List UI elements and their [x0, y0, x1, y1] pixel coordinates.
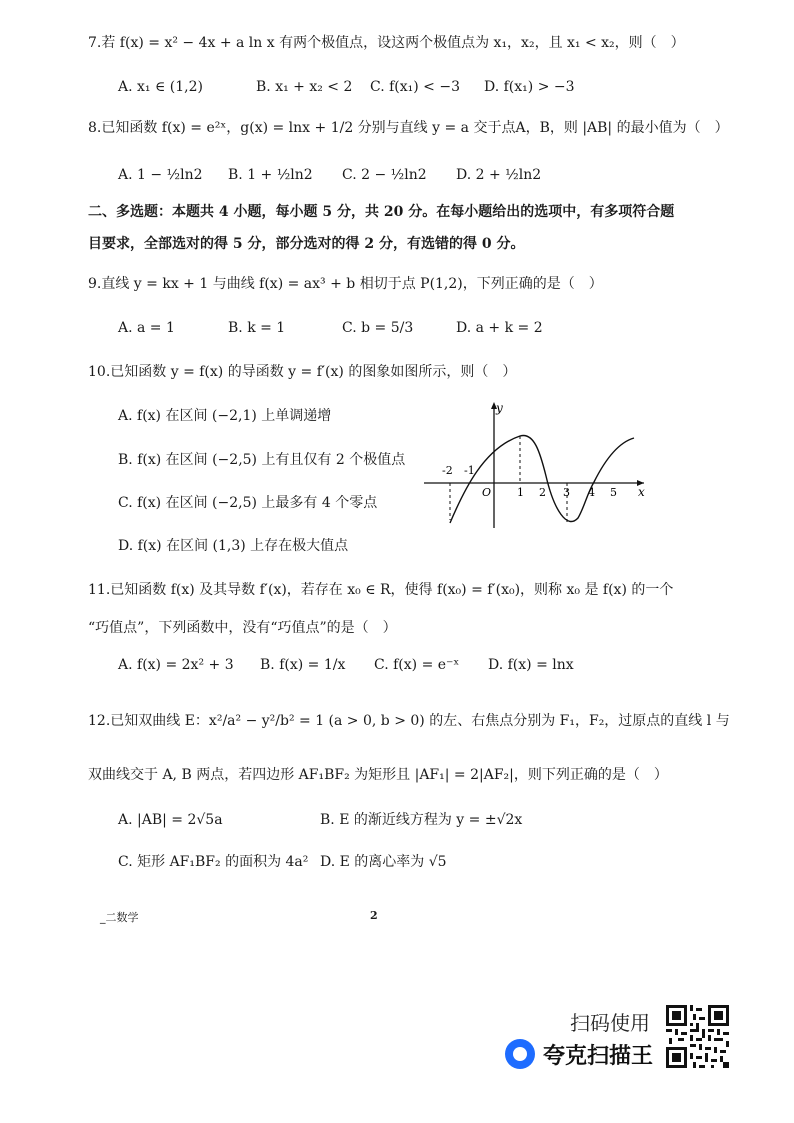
- tick-2: 2: [539, 486, 546, 499]
- question-12-line2: 双曲线交于 A, B 两点，若四边形 AF₁BF₂ 为矩形且 |AF₁| = 2|AF₂|，则下列正确的是（ ）: [88, 767, 668, 783]
- q11-option-c: C. f(x) = e⁻ˣ: [374, 657, 460, 673]
- q12-option-d: D. E 的离心率为 √5: [320, 854, 447, 870]
- question-10: 10.已知函数 y = f(x) 的导函数 y = f′(x) 的图象如图所示，则（ ）: [88, 364, 517, 380]
- section-2-header-line2: 目要求，全部选对的得 5 分，部分选对的得 2 分，有选错的得 0 分。: [88, 236, 525, 252]
- q12-option-a: A. |AB| = 2√5a: [118, 812, 223, 828]
- tick-1: 1: [517, 486, 524, 499]
- scan-to-use-label: 扫码使用: [570, 1011, 650, 1035]
- q9-option-a: A. a = 1: [118, 320, 175, 336]
- tick-5: 5: [610, 486, 617, 499]
- q10-option-b: B. f(x) 在区间 (−2,5) 上有且仅有 2 个极值点: [118, 452, 406, 468]
- question-12-line1: 12.已知双曲线 E：x²/a² − y²/b² = 1 (a > 0, b > 0) 的左、右焦点分别为 F₁，F₂，过原点的直线 l 与: [88, 713, 730, 729]
- tick-neg2: -2: [442, 464, 453, 477]
- tick-neg1: -1: [464, 464, 475, 477]
- q7-option-c: C. f(x₁) < −3: [370, 79, 460, 95]
- q7-option-b: B. x₁ + x₂ < 2: [256, 79, 353, 95]
- origin-label: O: [482, 486, 492, 499]
- derivative-graph: [422, 398, 652, 533]
- footer-subject: _二数学: [100, 911, 139, 924]
- q12-option-c: C. 矩形 AF₁BF₂ 的面积为 4a²: [118, 854, 309, 870]
- page-number: 2: [370, 909, 378, 922]
- tick-3: 3: [563, 486, 570, 499]
- scanner-brand: [505, 1037, 653, 1071]
- q9-option-b: B. k = 1: [228, 320, 286, 336]
- q9-option-c: C. b = 5/3: [342, 320, 414, 336]
- q8-option-d: D. 2 + ½ln2: [456, 167, 542, 183]
- q7-option-a: A. x₁ ∈ (1,2): [118, 79, 203, 95]
- derivative-curve: [450, 435, 634, 523]
- question-9: 9.直线 y = kx + 1 与曲线 f(x) = ax³ + b 相切于点 P(1,2)，下列正确的是（ ）: [88, 276, 603, 292]
- quark-logo-icon: [505, 1039, 535, 1069]
- qr-code-icon[interactable]: [666, 1005, 729, 1068]
- q8-option-c: C. 2 − ½ln2: [342, 167, 427, 183]
- q10-option-c: C. f(x) 在区间 (−2,5) 上最多有 4 个零点: [118, 495, 378, 511]
- brand-name: 夸克扫描王: [543, 1043, 654, 1069]
- question-11-line2: “巧值点”，下列函数中，没有“巧值点”的是（ ）: [88, 620, 397, 636]
- question-8: 8.已知函数 f(x) = e²ˣ，g(x) = lnx + 1/2 分别与直线 y = a 交于点A，B，则 |AB| 的最小值为（ ）: [88, 120, 729, 136]
- q12-option-b: B. E 的渐近线方程为 y = ±√2x: [320, 812, 523, 828]
- question-11-line1: 11.已知函数 f(x) 及其导数 f′(x)，若存在 x₀ ∈ R，使得 f(x₀) = f′(x₀)，则称 x₀ 是 f(x) 的一个: [88, 582, 674, 598]
- q8-option-a: A. 1 − ½ln2: [118, 167, 203, 183]
- x-axis-label: x: [638, 485, 645, 499]
- section-2-header-line1: 二、多选题：本题共 4 小题，每小题 5 分，共 20 分。在每小题给出的选项中，有多项符合题: [88, 204, 675, 220]
- q10-option-d: D. f(x) 在区间 (1,3) 上存在极大值点: [118, 538, 349, 554]
- q9-option-d: D. a + k = 2: [456, 320, 543, 336]
- q11-option-a: A. f(x) = 2x² + 3: [118, 657, 234, 673]
- question-7: 7.若 f(x) = x² − 4x + a ln x 有两个极值点，设这两个极值点为 x₁，x₂，且 x₁ < x₂，则（ ）: [88, 35, 685, 51]
- q10-option-a: A. f(x) 在区间 (−2,1) 上单调递增: [118, 408, 332, 424]
- tick-4: 4: [588, 486, 595, 499]
- y-axis-label: y: [496, 401, 503, 415]
- q8-option-b: B. 1 + ½ln2: [228, 167, 313, 183]
- q11-option-d: D. f(x) = lnx: [488, 657, 574, 673]
- q7-option-d: D. f(x₁) > −3: [484, 79, 575, 95]
- q11-option-b: B. f(x) = 1/x: [260, 657, 346, 673]
